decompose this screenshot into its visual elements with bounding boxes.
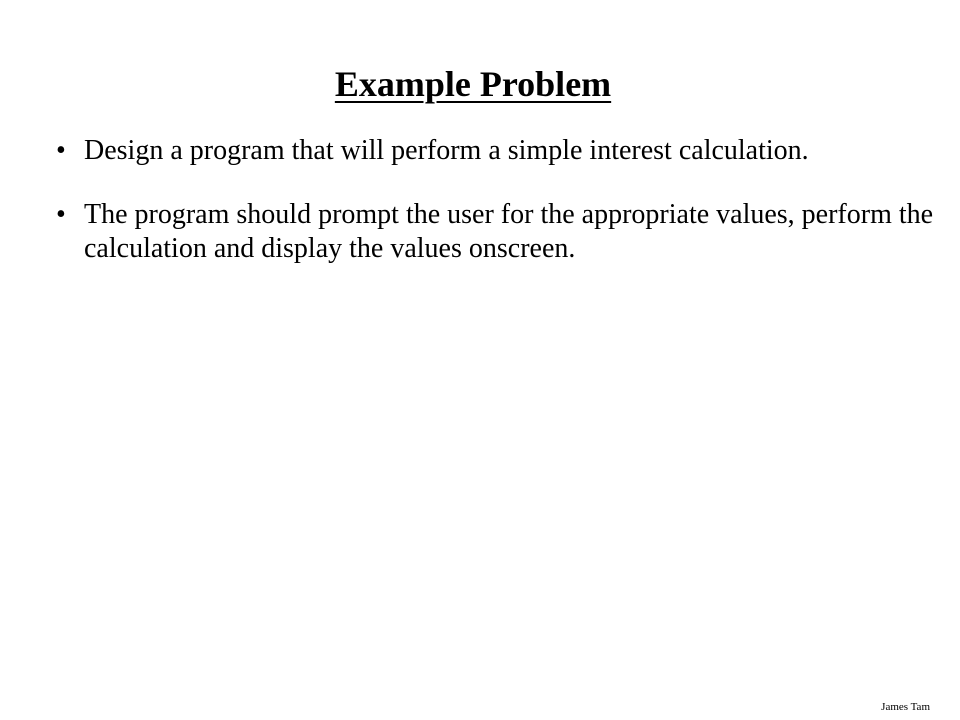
- author-footer: James Tam: [881, 701, 930, 713]
- bullet-item: [56, 198, 936, 266]
- bullet-marker: •: [56, 135, 66, 166]
- bullet-marker: •: [56, 199, 66, 230]
- slide-title: [0, 62, 946, 106]
- bullet-text: The program should prompt the user for the appropriate values, perform the calculation and display the values onscreen.: [84, 199, 934, 264]
- slide-title-text: Example Problem: [334, 64, 612, 105]
- bullet-list: [56, 134, 936, 296]
- bullet-item: [56, 134, 936, 168]
- bullet-text: Design a program that will perform a simple interest calculation.: [84, 135, 809, 166]
